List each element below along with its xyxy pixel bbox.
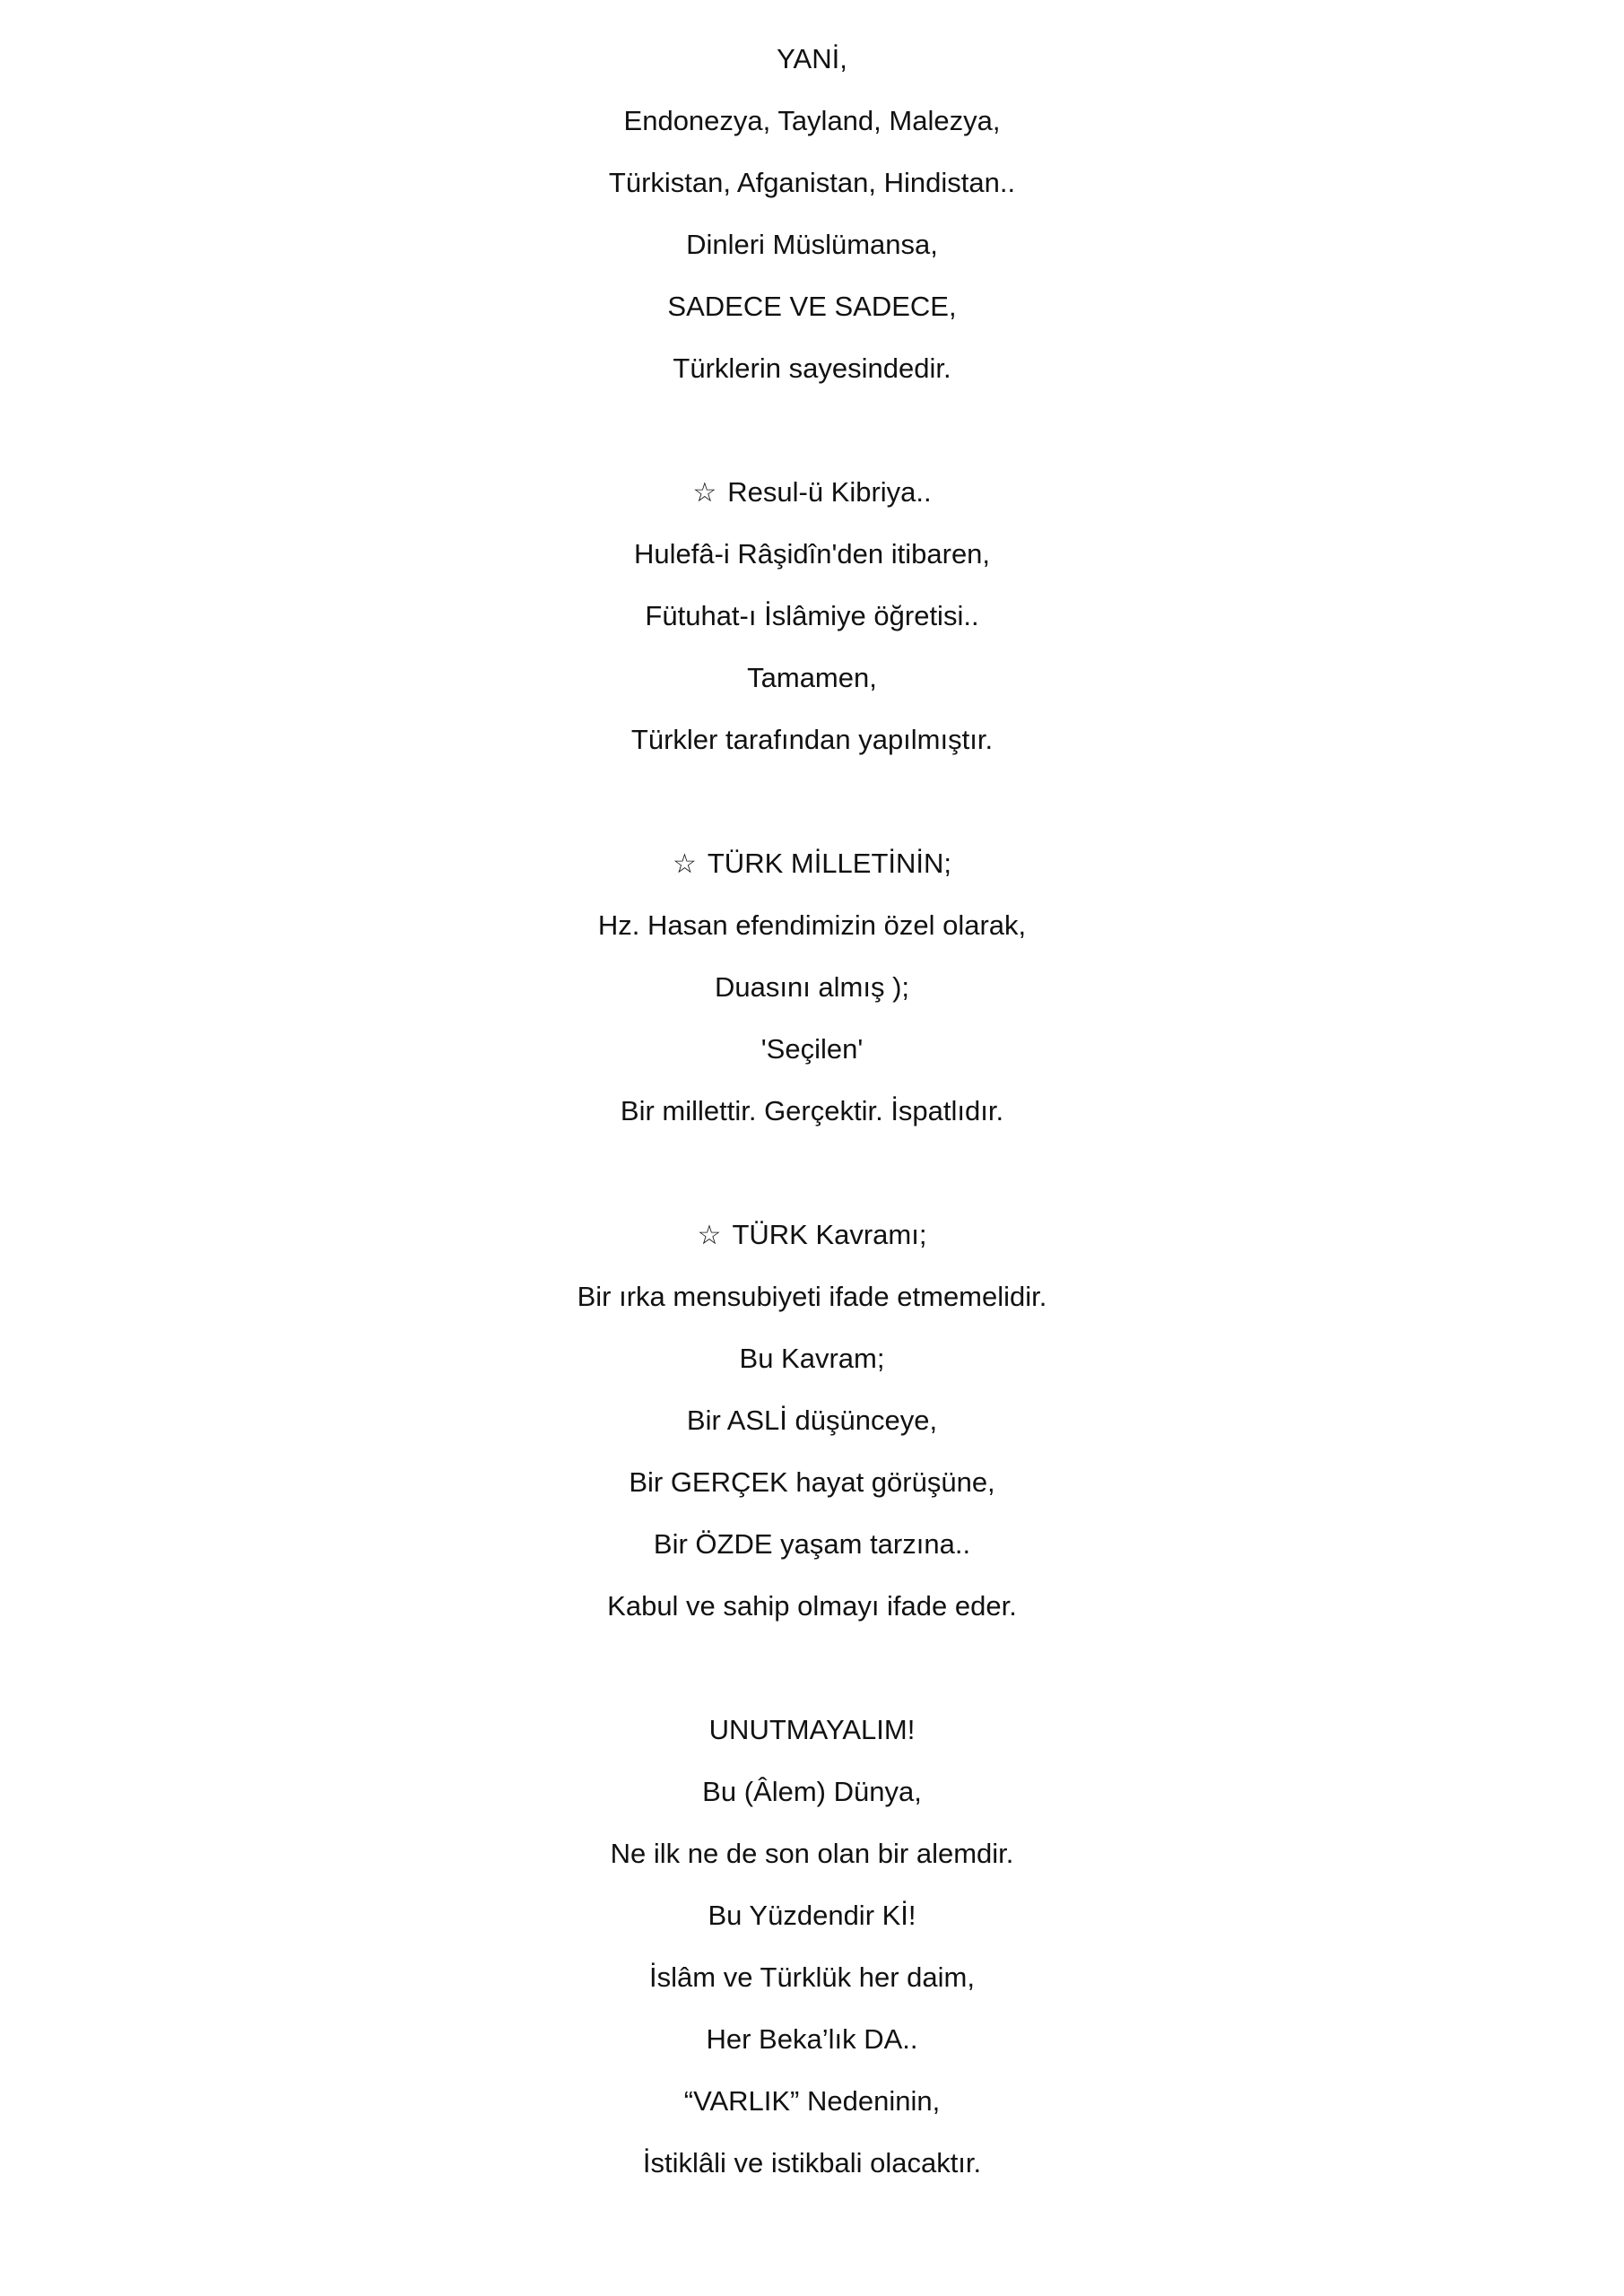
text-line: Bir ırka mensubiyeti ifade etmemelidir.	[577, 1281, 1047, 1312]
text-line: Hz. Hasan efendimizin özel olarak,	[597, 909, 1027, 941]
text-line: Ne ilk ne de son olan bir alemdir.	[610, 1838, 1014, 1869]
text-line: Kabul ve sahip olmayı ifade eder.	[607, 1590, 1017, 1622]
text-line: UNUTMAYALIM!	[708, 1714, 916, 1745]
star-icon: ☆	[692, 477, 717, 509]
text-line: Bu (Âlem) Dünya,	[702, 1776, 922, 1807]
stanza-1	[0, 39, 1624, 411]
text-line: İstiklâli ve istikbali olacaktır.	[642, 2147, 982, 2179]
star-icon: ☆	[672, 848, 697, 880]
text-line: Her Beka’lık DA..	[706, 2023, 918, 2055]
text-line-with-star	[0, 844, 1624, 906]
text-line: Türklerin sayesindedir.	[673, 352, 951, 384]
stanza-4	[0, 1215, 1624, 1648]
text-line-with-star	[0, 473, 1624, 535]
text-line: “VARLIK” Nedeninin,	[683, 2085, 941, 2117]
poem-text	[0, 39, 1624, 2205]
text-line: İslâm ve Türklük her daim,	[649, 1961, 975, 1993]
text-line: Bir ASLİ düşünceye,	[686, 1405, 938, 1436]
text-line-with-star	[0, 1215, 1624, 1277]
stanza-heading: TÜRK MİLLETİNİN;	[707, 848, 952, 879]
text-line: Türkistan, Afganistan, Hindistan..	[608, 167, 1016, 198]
text-line: Endonezya, Tayland, Malezya,	[623, 105, 1001, 136]
text-line: Bir millettir. Gerçektir. İspatlıdır.	[620, 1095, 1004, 1126]
text-line: 'Seçilen'	[760, 1033, 864, 1065]
text-line: YANİ,	[777, 43, 847, 74]
text-line: Bir GERÇEK hayat görüşüne,	[629, 1466, 995, 1498]
text-line: Fütuhat-ı İslâmiye öğretisi..	[645, 600, 979, 631]
text-line: Bu Yüzdendir Kİ!	[708, 1900, 916, 1931]
text-line: Bu Kavram;	[739, 1343, 885, 1374]
text-line: Türkler tarafından yapılmıştır.	[630, 724, 994, 755]
stanza-5	[0, 1710, 1624, 2205]
text-line: Dinleri Müslümansa,	[686, 229, 938, 260]
text-line: Hulefâ-i Râşidîn'den itibaren,	[633, 538, 991, 570]
text-line: Tamamen,	[747, 662, 877, 693]
stanza-3	[0, 844, 1624, 1153]
text-line: SADECE VE SADECE,	[667, 291, 957, 322]
star-icon: ☆	[697, 1220, 722, 1251]
text-line: Duasını almış );	[714, 971, 910, 1003]
stanza-heading: TÜRK Kavramı;	[732, 1219, 927, 1250]
text-line: Bir ÖZDE yaşam tarzına..	[653, 1528, 971, 1560]
stanza-2	[0, 473, 1624, 782]
stanza-heading: Resul-ü Kibriya..	[727, 476, 932, 508]
